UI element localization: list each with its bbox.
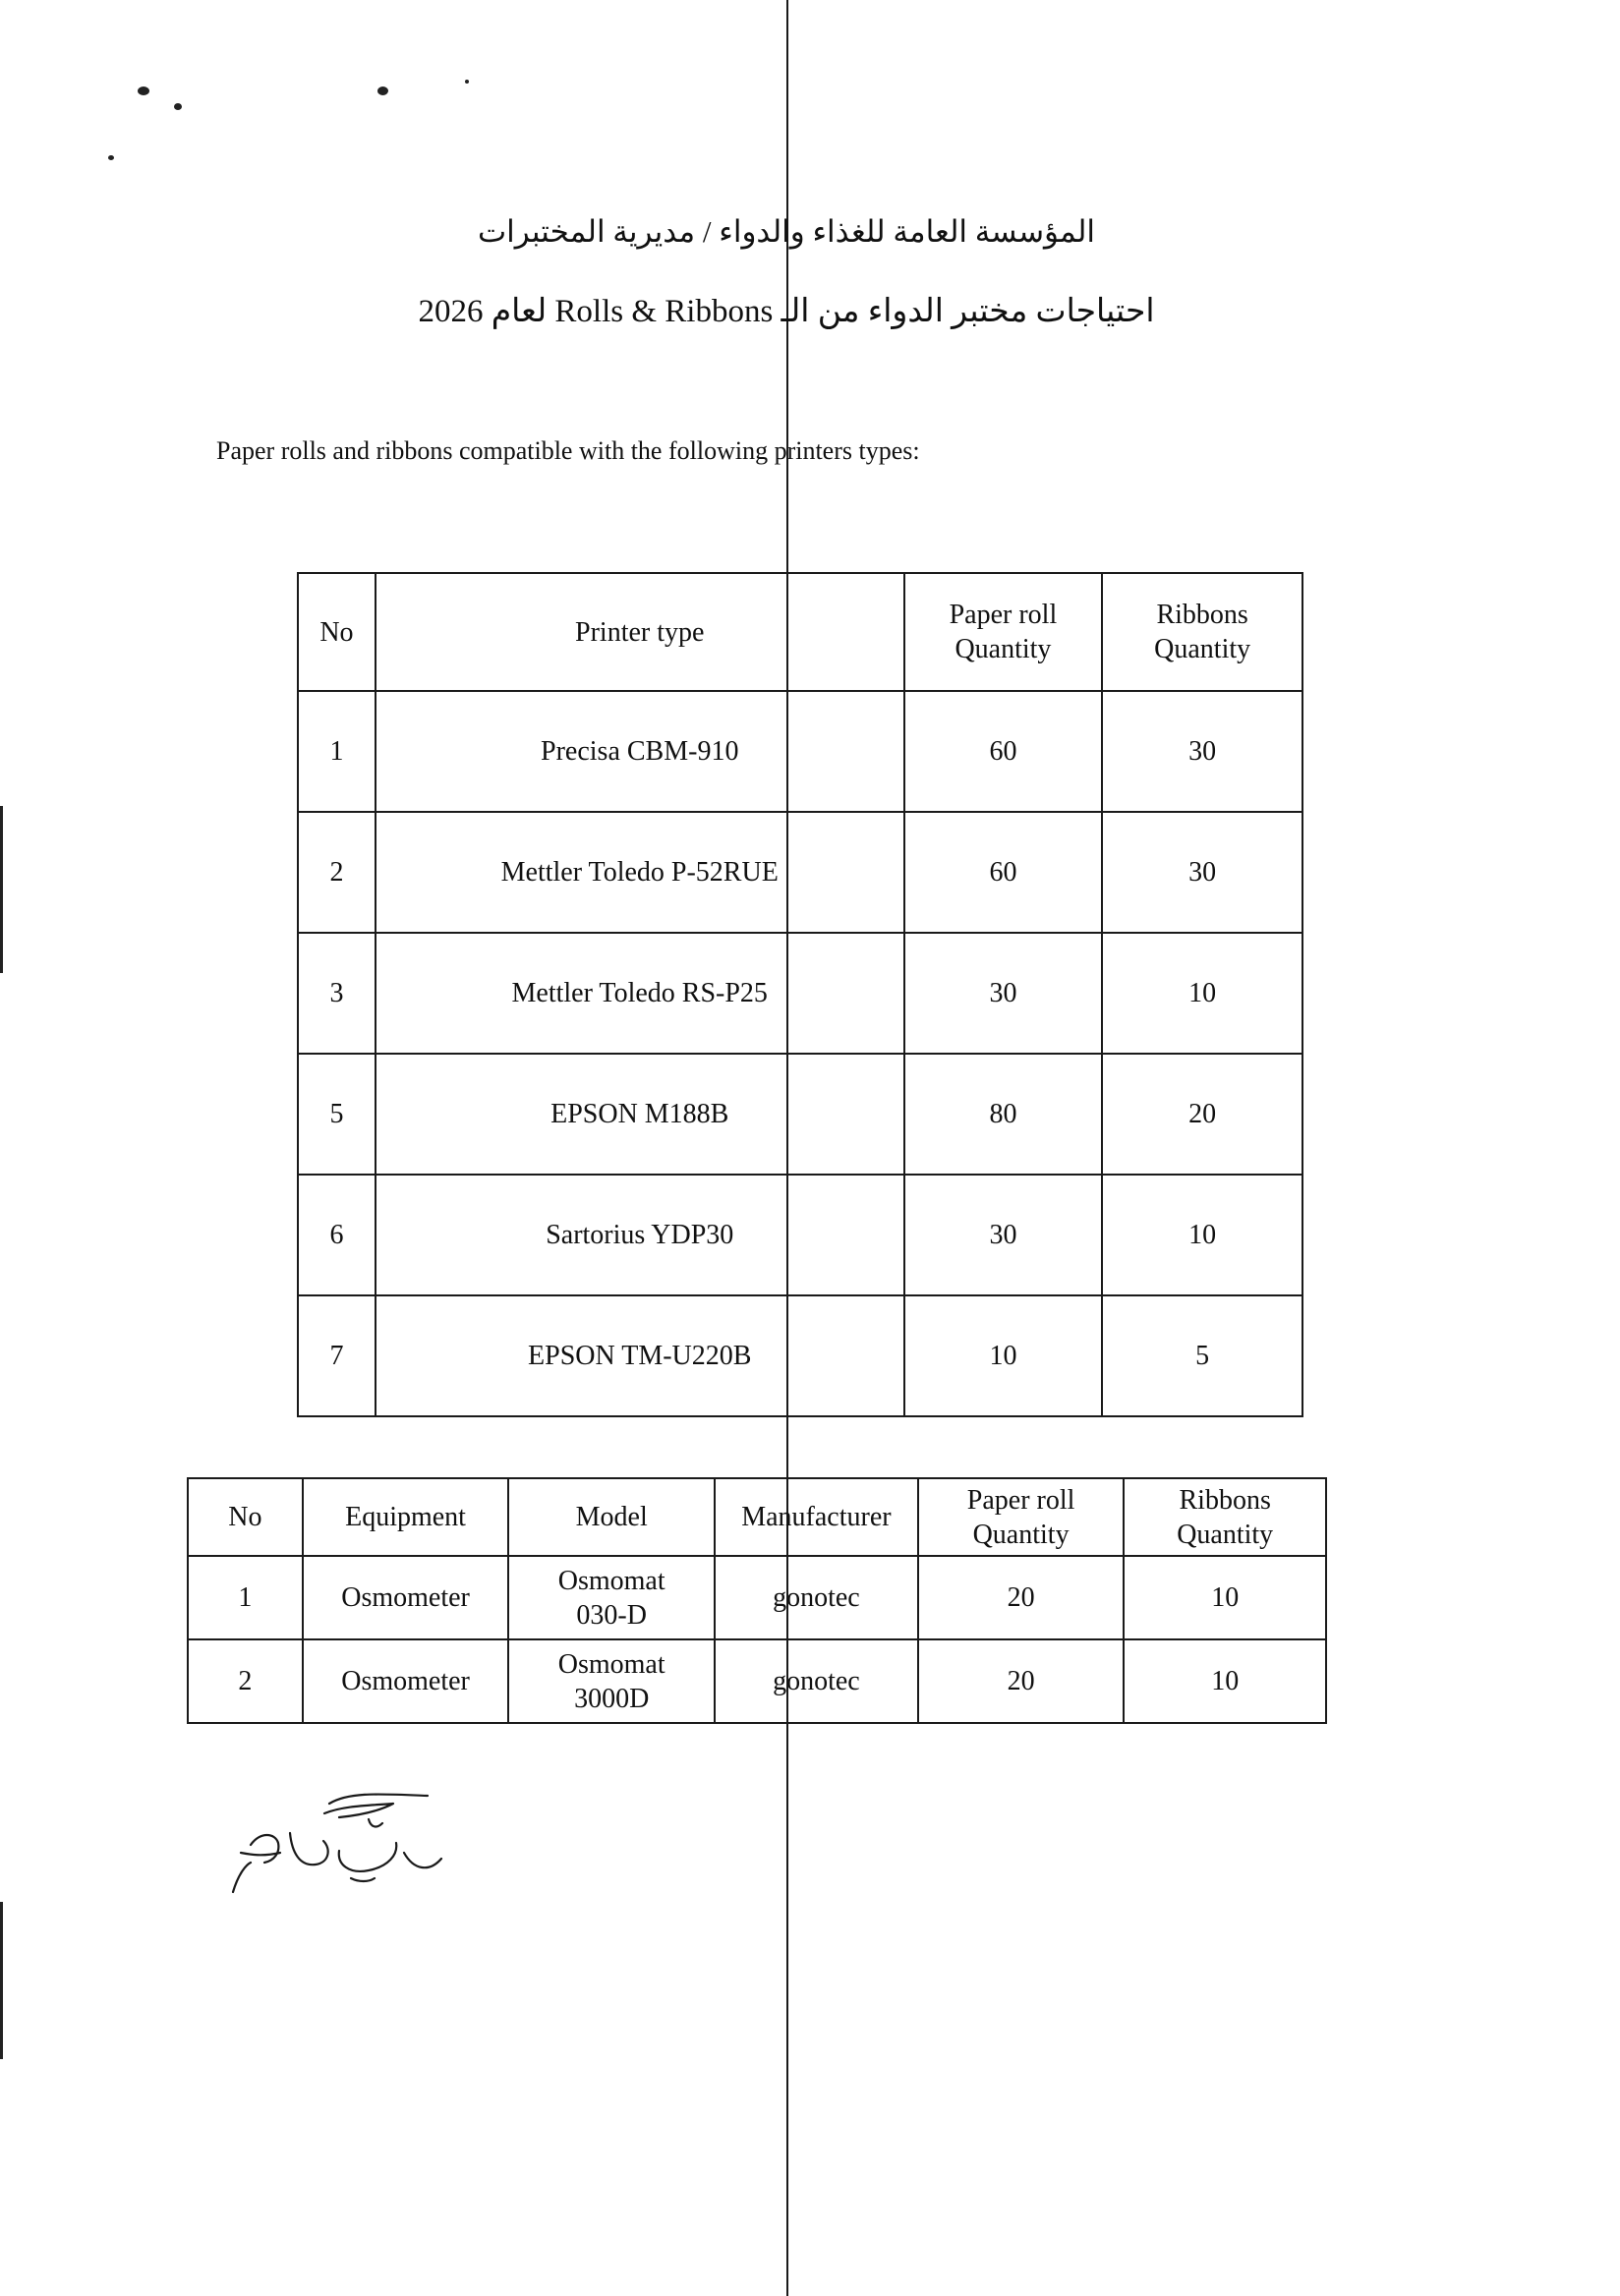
header-line: Ribbons (1156, 600, 1248, 630)
cell-ribbons: 30 (1102, 812, 1302, 933)
header-line: Paper roll (949, 600, 1058, 630)
cell-no: 1 (298, 691, 376, 812)
cell-ribbons: 5 (1102, 1295, 1302, 1416)
scan-speck (174, 103, 182, 110)
cell-printer-type: Mettler Toledo P-52RUE (376, 812, 904, 933)
cell-paper-roll: 20 (918, 1639, 1125, 1723)
header-printer-type: Printer type (376, 573, 904, 691)
document-title: احتياجات مختبر الدواء من الـ Rolls & Ribbons لعام 2026 (418, 294, 1155, 329)
model-line: Osmomat (557, 1648, 665, 1680)
header-no: No (298, 573, 376, 691)
cell-no: 2 (188, 1639, 303, 1723)
equipment-table (187, 1477, 1327, 1724)
organization-heading: المؤسسة العامة للغذاء والدواء / مديرية المختبرات (477, 214, 1096, 249)
cell-ribbons: 10 (1124, 1639, 1326, 1723)
cell-no: 2 (298, 812, 376, 933)
cell-ribbons: 20 (1102, 1054, 1302, 1175)
table-row (298, 691, 1302, 812)
cell-paper-roll: 60 (904, 812, 1103, 933)
cell-paper-roll: 80 (904, 1054, 1103, 1175)
table-row (298, 933, 1302, 1054)
scan-speck (108, 155, 114, 160)
scan-edge-mark (0, 1902, 3, 2059)
header-line: Quantity (1177, 1519, 1274, 1550)
scan-speck (138, 86, 149, 95)
cell-paper-roll: 30 (904, 1175, 1103, 1295)
cell-equipment: Osmometer (303, 1639, 509, 1723)
cell-ribbons: 10 (1124, 1556, 1326, 1639)
cell-printer-type: Precisa CBM-910 (376, 691, 904, 812)
cell-no: 7 (298, 1295, 376, 1416)
cell-ribbons: 10 (1102, 933, 1302, 1054)
table-row (298, 812, 1302, 933)
cell-printer-type: EPSON M188B (376, 1054, 904, 1175)
handwritten-signature (221, 1784, 457, 1902)
header-paper-roll-quantity (918, 1478, 1125, 1556)
header-ribbons-quantity (1102, 573, 1302, 691)
table-header-row (298, 573, 1302, 691)
printers-table (297, 572, 1303, 1417)
cell-paper-roll: 60 (904, 691, 1103, 812)
model-line: 3000D (574, 1683, 650, 1714)
header-equipment: Equipment (303, 1478, 509, 1556)
cell-no: 6 (298, 1175, 376, 1295)
cell-printer-type: Mettler Toledo RS-P25 (376, 933, 904, 1054)
cell-model (508, 1556, 715, 1639)
cell-printer-type: EPSON TM-U220B (376, 1295, 904, 1416)
table-header-row (188, 1478, 1326, 1556)
cell-paper-roll: 30 (904, 933, 1103, 1054)
cell-ribbons: 10 (1102, 1175, 1302, 1295)
scan-speck (465, 80, 469, 84)
scan-speck (377, 86, 388, 95)
intro-text: Paper rolls and ribbons compatible with the following printers types: (216, 436, 920, 465)
model-line: Osmomat (557, 1565, 665, 1596)
cell-equipment: Osmometer (303, 1556, 509, 1639)
cell-no: 1 (188, 1556, 303, 1639)
header-manufacturer: Manufacturer (715, 1478, 918, 1556)
scan-edge-mark (0, 806, 3, 973)
cell-no: 5 (298, 1054, 376, 1175)
cell-paper-roll: 10 (904, 1295, 1103, 1416)
table-row (188, 1556, 1326, 1639)
cell-ribbons: 30 (1102, 691, 1302, 812)
cell-paper-roll: 20 (918, 1556, 1125, 1639)
header-ribbons-quantity (1124, 1478, 1326, 1556)
cell-model (508, 1639, 715, 1723)
header-line: Paper roll (966, 1484, 1075, 1516)
header-line: Quantity (1154, 634, 1251, 664)
table-row (298, 1054, 1302, 1175)
table-row (188, 1639, 1326, 1723)
cell-no: 3 (298, 933, 376, 1054)
table-row (298, 1175, 1302, 1295)
table-row (298, 1295, 1302, 1416)
header-paper-roll-quantity (904, 573, 1103, 691)
header-line: Ribbons (1179, 1484, 1271, 1516)
header-line: Quantity (972, 1519, 1070, 1550)
header-no: No (188, 1478, 303, 1556)
cell-manufacturer: gonotec (715, 1639, 918, 1723)
cell-printer-type: Sartorius YDP30 (376, 1175, 904, 1295)
cell-manufacturer: gonotec (715, 1556, 918, 1639)
model-line: 030-D (576, 1599, 647, 1631)
header-model: Model (508, 1478, 715, 1556)
header-line: Quantity (955, 634, 1052, 664)
